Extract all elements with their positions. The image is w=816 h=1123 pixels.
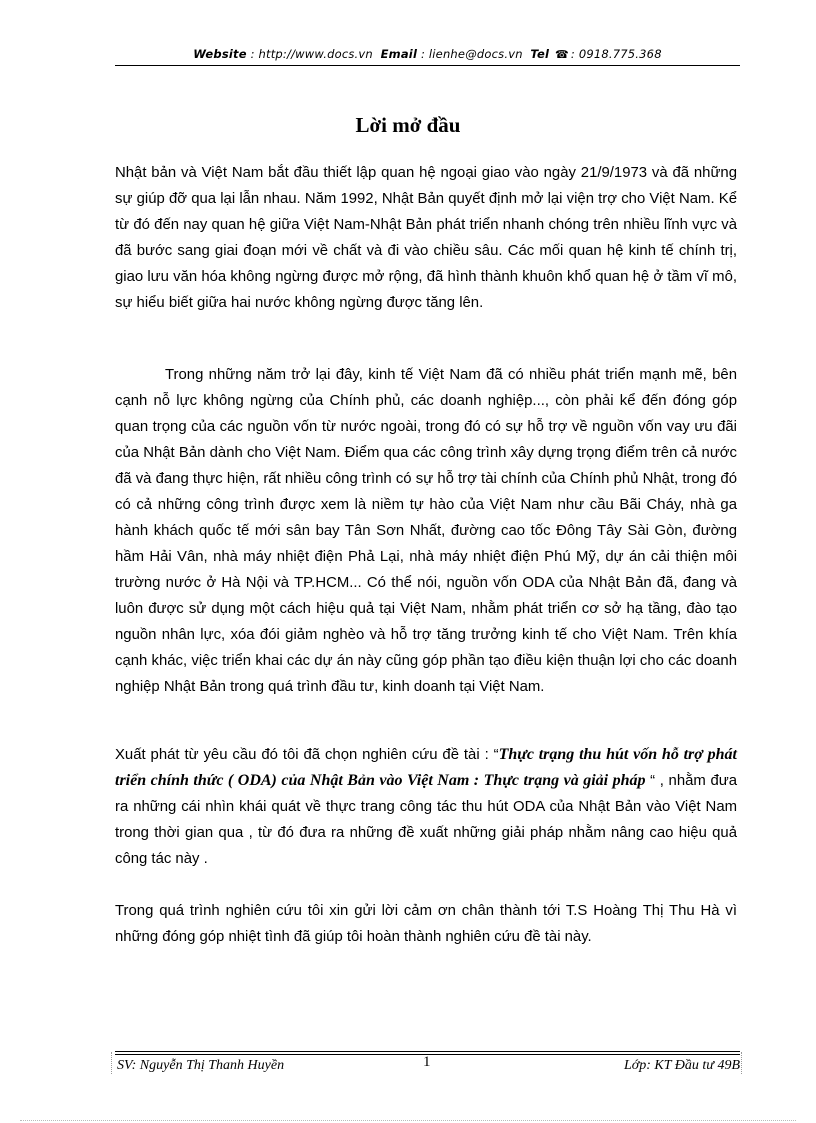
footer-right-edge (741, 1052, 742, 1074)
footer-divider-thin (115, 1051, 740, 1052)
phone-icon: ☎ (555, 48, 569, 61)
tel-number: : 0918.775.368 (570, 47, 662, 61)
paragraph-1-text: Nhật bản và Việt Nam bắt đầu thiết lập quan hệ ngoại giao vào ngày 21/9/1973 và đã những sự giúp đỡ qua lại lẫn nhau. Năm 1992, Nhật Bản quyết định mở lại viện trợ cho Việt Nam. Kể từ đó đến nay quan hệ giữa Việt Nam-Nhật Bản phát triển nhanh chóng trên nhiều lĩnh vực và đã bước sang giai đoạn mới về chất và đi vào chiều sâu. Các mối quan hệ kinh tế chính trị, giao lưu văn hóa không ngừng được mở rộng, đã hình thành khuôn khổ quan hệ ở tầm vĩ mô, sự hiểu biết giữa hai nước không ngừng được tăng lên. (115, 165, 737, 311)
document-title: Lời mở đầu (355, 113, 461, 137)
email-address: : lienhe@docs.vn (420, 47, 523, 61)
paragraph-4 (115, 898, 737, 950)
research-topic: Thực trạng thu hút vốn hỗ trợ phát triển chính thức ( ODA) của Nhật Bản vào Việt Nam : Thực trạng và giải pháp (115, 746, 738, 789)
header-divider (115, 65, 740, 66)
footer-left-edge (111, 1052, 112, 1074)
paragraph-3 (115, 742, 737, 872)
page-number: 1 (423, 1054, 431, 1070)
paragraph-2-text: Trong những năm trở lại đây, kinh tế Việt Nam đã có nhiều phát triển mạnh mẽ, bên cạnh nỗ lực không ngừng của Chính phủ, các doanh nghiệp..., còn phải kể đến đóng góp quan trọng của các nguồn vốn từ nước ngoài, trong đó có sự hỗ trợ về nguồn vốn vay ưu đãi của Nhật Bản dành cho Việt Nam. Điểm qua các công trình xây dựng trọng điểm trên cả nước đã và đang thực hiện, rất nhiều công trình có sự hỗ trợ tài chính của Chính phủ Nhật, trong đó có cả những công trình được xem là niềm tự hào của Việt Nam như cầu Bãi Cháy, nhà ga hành khách quốc tế mới sân bay Tân Sơn Nhất, đường cao tốc Đông Tây Sài Gòn, đường hầm Hải Vân, nhà máy nhiệt điện Phả Lại, nhà máy nhiệt điện Phú Mỹ, dự án cải thiện môi trường nước ở Hà Nội và TP.HCM... Có thể nói, nguồn vốn ODA của Nhật Bản đã, đang và luôn được sử dụng một cách hiệu quả tại Việt Nam, nhằm phát triển cơ sở hạ tầng, đào tạo nguồn nhân lực, xóa đói giảm nghèo và hỗ trợ tăng trưởng kinh tế cho Việt Nam. Trên khía cạnh khác, việc triển khai các dự án này cũng góp phần tạo điều kiện thuận lợi cho các doanh nghiệp Nhật Bản trong quá trình đầu tư, kinh doanh tại Việt Nam. (115, 367, 737, 695)
website-url: : http://www.docs.vn (250, 47, 373, 61)
website-label: Website (193, 47, 247, 61)
page-bottom-border (20, 1120, 796, 1121)
paragraph-3-lead: Xuất phát từ yêu cầu đó tôi đã chọn nghiên cứu đề tài : “ (115, 747, 499, 763)
email-label: Email (380, 47, 418, 61)
paragraph-4-text: Trong quá trình nghiên cứu tôi xin gửi lời cảm ơn chân thành tới T.S Hoàng Thị Thu Hà vì những đóng góp nhiệt tình đã giúp tôi hoàn thành nghiên cứu đề tài này. (115, 903, 737, 945)
page-footer (115, 1054, 740, 1078)
class-name: Lớp: KT Đầu tư 49B (624, 1058, 740, 1073)
page-header (115, 47, 740, 61)
student-name: SV: Nguyễn Thị Thanh Huyền (117, 1058, 285, 1073)
paragraph-3-text (115, 742, 737, 872)
paragraph-2 (115, 362, 737, 700)
paragraph-1 (115, 160, 737, 316)
paragraph-3-tail: “ , nhằm đưa ra những cái nhìn khái quát về thực trang công tác thu hút ODA của Nhật Bản vào Việt Nam trong thời gian qua , từ đó đưa ra những đề xuất những giải pháp nhằm nâng cao hiệu quả công tác này . (115, 773, 737, 867)
tel-label: Tel (530, 47, 550, 61)
